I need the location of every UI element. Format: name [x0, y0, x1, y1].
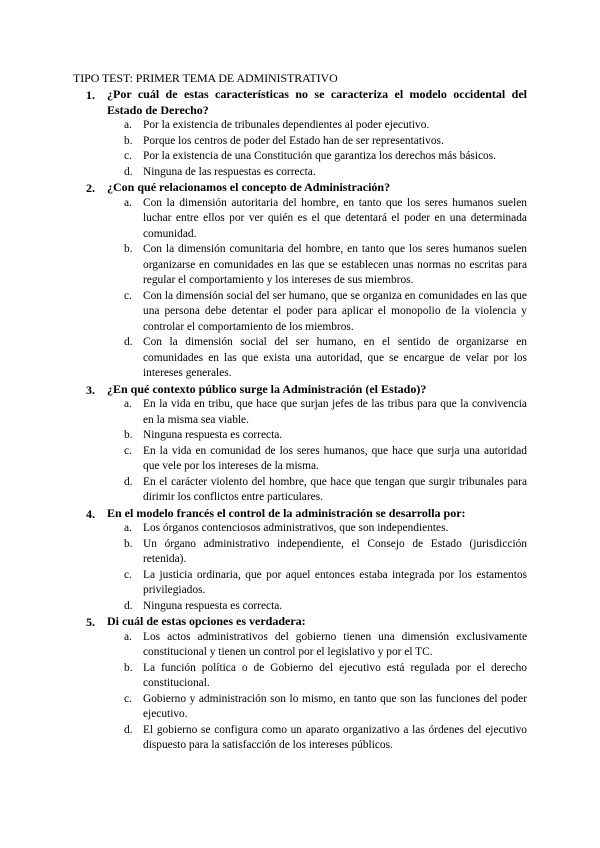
option-list — [124, 630, 527, 754]
option-letter: a. — [124, 119, 132, 131]
option-text: Con la dimensión comunitaria del hombre, en tanto que los seres humanos suelen organizarse en comunidades en las que se establecen unas normas no escritas para regular el comportamiento y los intereses de sus miembros. — [143, 243, 527, 286]
option-text: Ninguna de las respuestas es correcta. — [143, 165, 316, 178]
option-d — [124, 723, 527, 754]
option-letter: b. — [124, 537, 133, 550]
option-b — [124, 428, 527, 444]
option-letter: d. — [124, 475, 133, 488]
option-text: Por la existencia de una Constitución que garantiza los derechos más básicos. — [143, 150, 497, 162]
option-letter: a. — [124, 630, 132, 643]
option-list — [124, 521, 527, 614]
question-5 — [86, 614, 527, 754]
option-text: Los órganos contenciosos administrativos, que son independientes. — [143, 522, 449, 534]
option-text: Con la dimensión autoritaria del hombre, en tanto que los seres humanos suelen luchar entre ellos por ver quién es el que detentará el poder en una determinada comunidad. — [143, 196, 527, 240]
option-a — [124, 397, 527, 428]
option-letter: c. — [124, 289, 132, 302]
option-text: La función política o de Gobierno del ejecutivo está regulada por el derecho constitucional. — [143, 661, 527, 689]
option-list — [124, 118, 527, 180]
option-letter: b. — [124, 243, 133, 255]
option-text: En la vida en tribu, que hace que surjan jefes de las tribus para que la convivencia en la misma sea viable. — [143, 398, 527, 426]
option-letter: d. — [124, 165, 133, 178]
question-text: ¿Con qué relacionamos el concepto de Administración? — [107, 180, 391, 194]
option-d — [124, 335, 527, 382]
option-c — [124, 692, 527, 723]
option-list — [124, 196, 527, 382]
question-number: 1. — [86, 88, 95, 102]
option-letter: c. — [124, 568, 132, 581]
option-letter: b. — [124, 661, 133, 674]
option-d — [124, 165, 527, 181]
option-text: Ninguna respuesta es correcta. — [143, 429, 283, 441]
option-text: En la vida en comunidad de los seres humanos, que hace que surja una autoridad que vele por los intereses de la misma. — [143, 444, 527, 472]
question-text: ¿En qué contexto público surge la Administración (el Estado)? — [107, 381, 427, 396]
option-text: Gobierno y administración son lo mismo, en tanto que son las funciones del poder ejecutivo. — [143, 692, 527, 720]
option-c — [124, 149, 527, 165]
option-letter: d. — [124, 336, 133, 348]
document-title: TIPO TEST: PRIMER TEMA DE ADMINISTRATIVO — [73, 71, 338, 85]
option-letter: d. — [124, 599, 133, 612]
option-letter: b. — [124, 134, 133, 147]
option-letter: b. — [124, 429, 133, 441]
question-text: ¿Por cuál de estas características no se caracteriza el modelo occidental del Estado de Derecho? — [107, 87, 527, 117]
option-text: La justicia ordinaria, que por aquel entonces estaba integrada por los estamentos privilegiados. — [143, 568, 527, 596]
option-letter: a. — [124, 522, 132, 534]
question-3 — [86, 382, 527, 506]
question-number: 5. — [86, 615, 95, 629]
option-text: Un órgano administrativo independiente, el Consejo de Estado (jurisdicción retenida). — [143, 537, 527, 565]
option-text: Con la dimensión social del ser humano, que se organiza en comunidades en las que una persona debe detentar el poder para aplicar el monopolio de la violencia y controlar el comportamiento de los miembros. — [143, 289, 527, 333]
question-number: 3. — [86, 382, 95, 397]
option-b — [124, 134, 527, 150]
option-a — [124, 118, 527, 134]
question-number: 2. — [86, 181, 95, 195]
option-letter: a. — [124, 196, 132, 209]
option-letter: c. — [124, 150, 132, 162]
option-b — [124, 661, 527, 692]
option-d — [124, 599, 527, 615]
option-letter: a. — [124, 398, 132, 410]
option-letter: c. — [124, 444, 132, 457]
option-a — [124, 630, 527, 661]
question-2 — [86, 180, 527, 382]
question-1 — [86, 87, 527, 180]
question-number: 4. — [86, 506, 95, 521]
option-b — [124, 537, 527, 568]
option-list — [124, 397, 527, 506]
option-text: En el carácter violento del hombre, que hace que tengan que surgir tribunales para dirimir los conflictos entre particulares. — [143, 475, 527, 503]
question-list — [86, 87, 527, 754]
option-a — [124, 521, 527, 537]
option-letter: c. — [124, 692, 132, 705]
question-4 — [86, 506, 527, 615]
question-text: En el modelo francés el control de la administración se desarrolla por: — [107, 505, 466, 520]
option-text: Los actos administrativos del gobierno tienen una dimensión exclusivamente constitucional y tienen un control por el legislativo y por el TC. — [143, 630, 527, 658]
option-c — [124, 289, 527, 336]
question-text: Di cuál de estas opciones es verdadera: — [107, 614, 306, 628]
option-text: Por la existencia de tribunales dependientes al poder ejecutivo. — [143, 119, 430, 131]
option-c — [124, 568, 527, 599]
option-a — [124, 196, 527, 243]
option-d — [124, 475, 527, 506]
option-text: Porque los centros de poder del Estado han de ser representativos. — [143, 134, 444, 147]
option-c — [124, 444, 527, 475]
option-b — [124, 242, 527, 289]
option-text: Ninguna respuesta es correcta. — [143, 599, 283, 612]
option-text: Con la dimensión social del ser humano, en el sentido de organizarse en comunidades en las que exista una autoridad, que se encargue de velar por los intereses generales. — [143, 336, 527, 379]
option-letter: d. — [124, 723, 133, 736]
option-text: El gobierno se configura como un aparato organizativo a las órdenes del ejecutivo dispuesto para la satisfacción de los intereses públicos. — [143, 723, 527, 751]
